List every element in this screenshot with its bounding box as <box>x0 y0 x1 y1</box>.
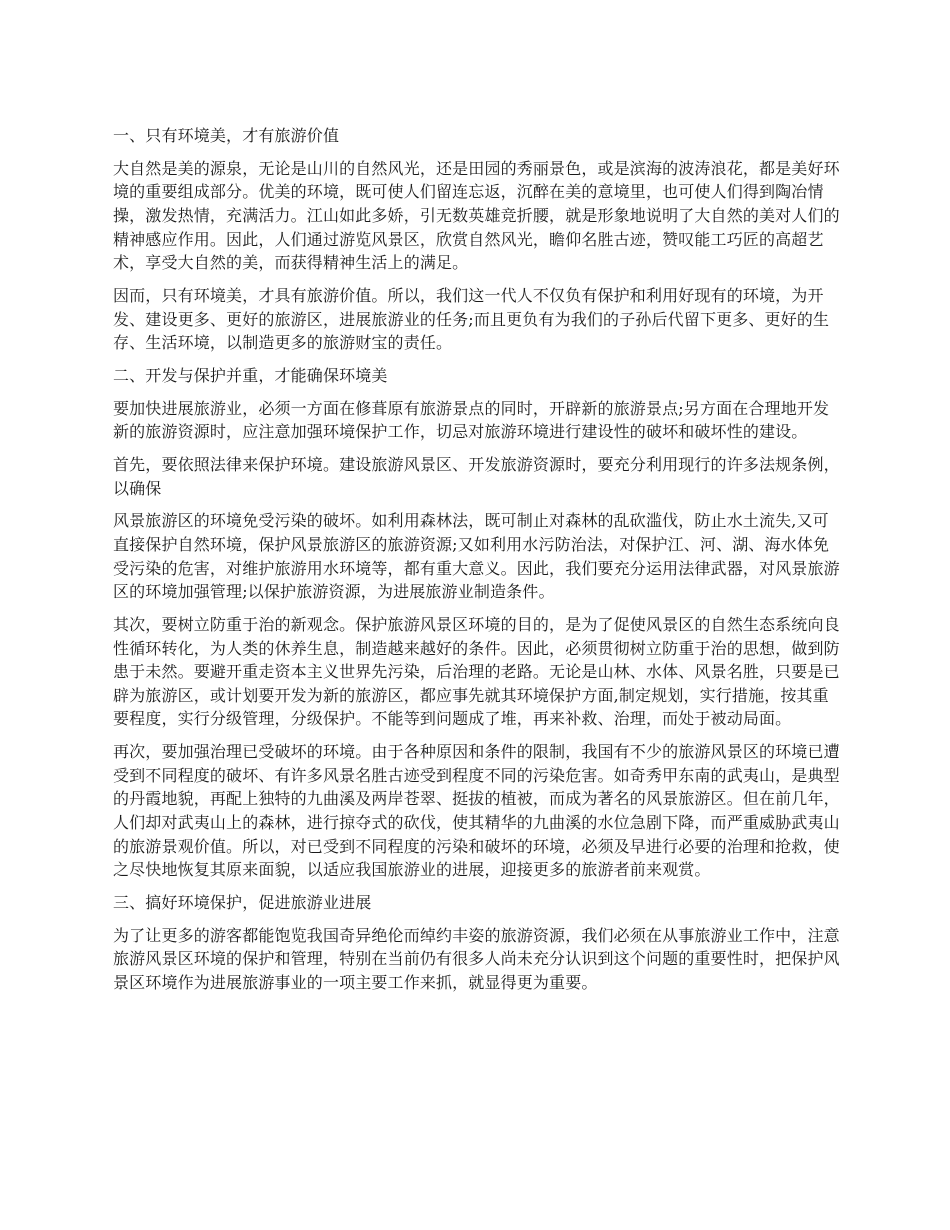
paragraph: 再次，要加强治理已受破坏的环境。由于各种原因和条件的限制，我国有不少的旅游风景区的环境已遭受到不同程度的破坏、有许多风景名胜古迹受到程度不同的污染危害。如奇秀甲东南的武夷山，是典型的丹霞地貌，再配上独特的九曲溪及两岸苍翠、挺拔的植被，而成为著名的风景旅游区。但在前几年，人们却对武夷山上的森林，进行掠夺式的砍伐，使其精华的九曲溪的水位急剧下降，而严重威胁武夷山的旅游景观价值。所以，对已受到不同程度的污染和破坏的环境，必须及早进行必要的治理和抢救，使之尽快地恢复其原来面貌，以适应我国旅游业的进展，迎接更多的旅游者前来观赏。 <box>113 742 840 880</box>
section-heading-1: 一、只有环境美，才有旅游价值 <box>113 126 340 145</box>
paragraph: 为了让更多的游客都能饱览我国奇异绝伦而绰约丰姿的旅游资源，我们必须在从事旅游业工作中，注意旅游风景区环境的保护和管理，特别在当前仍有很多人尚未充分认识到这个问题的重要性时，把保护风景区环境作为进展旅游事业的一项主要工作来抓，就显得更为重要。 <box>113 925 840 992</box>
paragraph: 首先，要依照法律来保护环境。建设旅游风景区、开发旅游资源时，要充分利用现行的许多法规条例，以确保 <box>113 455 840 498</box>
paragraph: 大自然是美的源泉，无论是山川的自然风光，还是田园的秀丽景色，或是滨海的波涛浪花，都是美好环境的重要组成部分。优美的环境，既可使人们留连忘返，沉醉在美的意境里，也可使人们得到陶冶情操，激发热情，充满活力。江山如此多娇，引无数英雄竞折腰，就是形象地说明了大自然的美对人们的精神感应作用。因此，人们通过游览风景区，欣赏自然风光，瞻仰名胜古迹，赞叹能工巧匠的高超艺术，享受大自然的美，而获得精神生活上的满足。 <box>113 158 840 273</box>
paragraph: 其次，要树立防重于治的新观念。保护旅游风景区环境的目的，是为了促使风景区的自然生态系统向良性循环转化，为人类的休养生息，制造越来越好的条件。因此，必须贯彻树立防重于治的思想，做到防患于未然。要避开重走资本主义世界先污染，后治理的老路。无论是山林、水体、风景名胜，只要是已辟为旅游区，或计划要开发为新的旅游区，都应事先就其环境保护方面,制定规划，实行措施，按其重要程度，实行分级管理，分级保护。不能等到问题成了堆，再来补救、治理，而处于被动局面。 <box>113 615 840 729</box>
paragraph: 要加快进展旅游业，必须一方面在修葺原有旅游景点的同时，开辟新的旅游景点;另方面在合理地开发新的旅游资源时，应注意加强环境保护工作，切忌对旅游环境进行建设性的破坏和破坏性的建设。 <box>113 398 830 442</box>
section-heading-2: 二、开发与保护并重，才能确保环境美 <box>113 365 388 385</box>
document-body <box>113 124 843 1004</box>
paragraph: 风景旅游区的环境免受污染的破坏。如利用森林法，既可制止对森林的乱砍滥伐，防止水土流失,又可直接保护自然环境，保护风景旅游区的旅游资源;又如利用水污防治法，对保护江、河、湖、海水体免受污染的危害，对维护旅游用水环境等，都有重大意义。因此，我们要充分运用法律武器，对风景旅游区的环境加强管理;以保护旅游资源，为进展旅游业制造条件。 <box>113 511 840 602</box>
section-heading-3: 三、搞好环境保护，促进旅游业进展 <box>113 892 372 912</box>
paragraph: 因而，只有环境美，才具有旅游价值。所以，我们这一代人不仅负有保护和利用好现有的环境，为开发、建设更多、更好的旅游区，进展旅游业的任务;而且更负有为我们的子孙后代留下更多、更好的生存、生活环境，以制造更多的旅游财宝的责任。 <box>113 285 830 353</box>
